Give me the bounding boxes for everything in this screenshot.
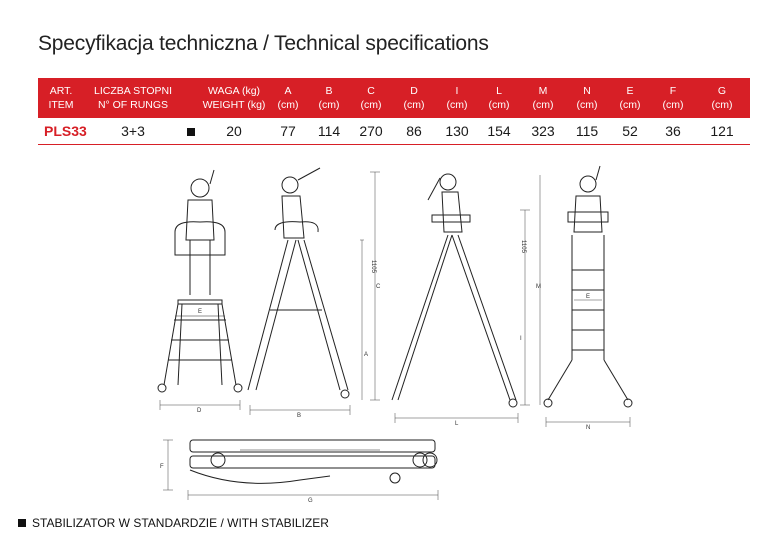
dim-label-i: I: [520, 336, 522, 342]
col-header-l: L (cm): [478, 78, 520, 118]
folded-view-dimensions: [163, 440, 438, 500]
front-view-drawing: [158, 170, 242, 392]
col-header-g: G (cm): [694, 78, 750, 118]
spec-table: [38, 78, 750, 145]
ladder-technical-drawings: [0, 160, 774, 504]
dim-label-e-rear: E: [586, 294, 591, 300]
angled-view-dimensions: [395, 210, 530, 423]
col-header-b: B (cm): [308, 78, 350, 118]
col-header-item: ART. ITEM: [38, 78, 84, 118]
dim-label-n: N: [586, 425, 591, 431]
dim-label-m: M: [536, 284, 541, 290]
cell-b: 114: [308, 118, 350, 145]
cell-l: 154: [478, 118, 520, 145]
dim-label-1105-angled: 1105: [520, 240, 526, 253]
rear-view-drawing: [544, 166, 632, 407]
dim-label-c: C: [376, 284, 381, 290]
dim-label-g: G: [308, 498, 313, 504]
rear-view-dimensions: [540, 175, 630, 427]
col-header-m: M (cm): [520, 78, 566, 118]
col-header-weight: WAGA (kg) WEIGHT (kg): [200, 78, 268, 118]
cell-weight: 20: [200, 118, 268, 145]
cell-rungs: 3+3: [84, 118, 182, 145]
cell-i: 130: [436, 118, 478, 145]
cell-f: 36: [652, 118, 694, 145]
col-header-a: A (cm): [268, 78, 308, 118]
col-header-stabilizer: [182, 78, 200, 118]
cell-d: 86: [392, 118, 436, 145]
cell-n: 115: [566, 118, 608, 145]
folded-view-drawing: [190, 440, 437, 483]
dim-label-l: L: [455, 421, 459, 427]
cell-m: 323: [520, 118, 566, 145]
square-bullet-icon: [18, 519, 26, 527]
table-row: [38, 118, 750, 145]
cell-e: 52: [608, 118, 652, 145]
page-title: Specyfikacja techniczna / Technical specifications: [38, 32, 489, 55]
col-header-n: N (cm): [566, 78, 608, 118]
footnote-text: STABILIZATOR W STANDARDZIE / WITH STABILIZER: [32, 516, 329, 530]
dim-label-f: F: [160, 464, 164, 470]
footnote: [18, 516, 329, 530]
angled-view-drawing: [392, 174, 517, 407]
dim-label-b: B: [297, 413, 302, 419]
col-header-f: F (cm): [652, 78, 694, 118]
dim-label-1105-side: 1105: [370, 260, 376, 273]
cell-c: 270: [350, 118, 392, 145]
side-view-drawing: [248, 168, 349, 398]
col-header-d: D (cm): [392, 78, 436, 118]
table-header-row: [38, 78, 750, 118]
cell-g: 121: [694, 118, 750, 145]
col-header-i: I (cm): [436, 78, 478, 118]
dim-label-d: D: [197, 408, 202, 414]
col-header-rungs: LICZBA STOPNI N° OF RUNGS: [84, 78, 182, 118]
col-header-c: C (cm): [350, 78, 392, 118]
dim-label-e-front: E: [198, 309, 203, 315]
side-view-dimensions: [250, 172, 380, 415]
cell-item: PLS33: [38, 118, 84, 145]
cell-stabilizer-mark: [182, 118, 200, 145]
col-header-e: E (cm): [608, 78, 652, 118]
dim-label-a: A: [364, 352, 369, 358]
cell-a: 77: [268, 118, 308, 145]
square-bullet-icon: [187, 128, 195, 136]
